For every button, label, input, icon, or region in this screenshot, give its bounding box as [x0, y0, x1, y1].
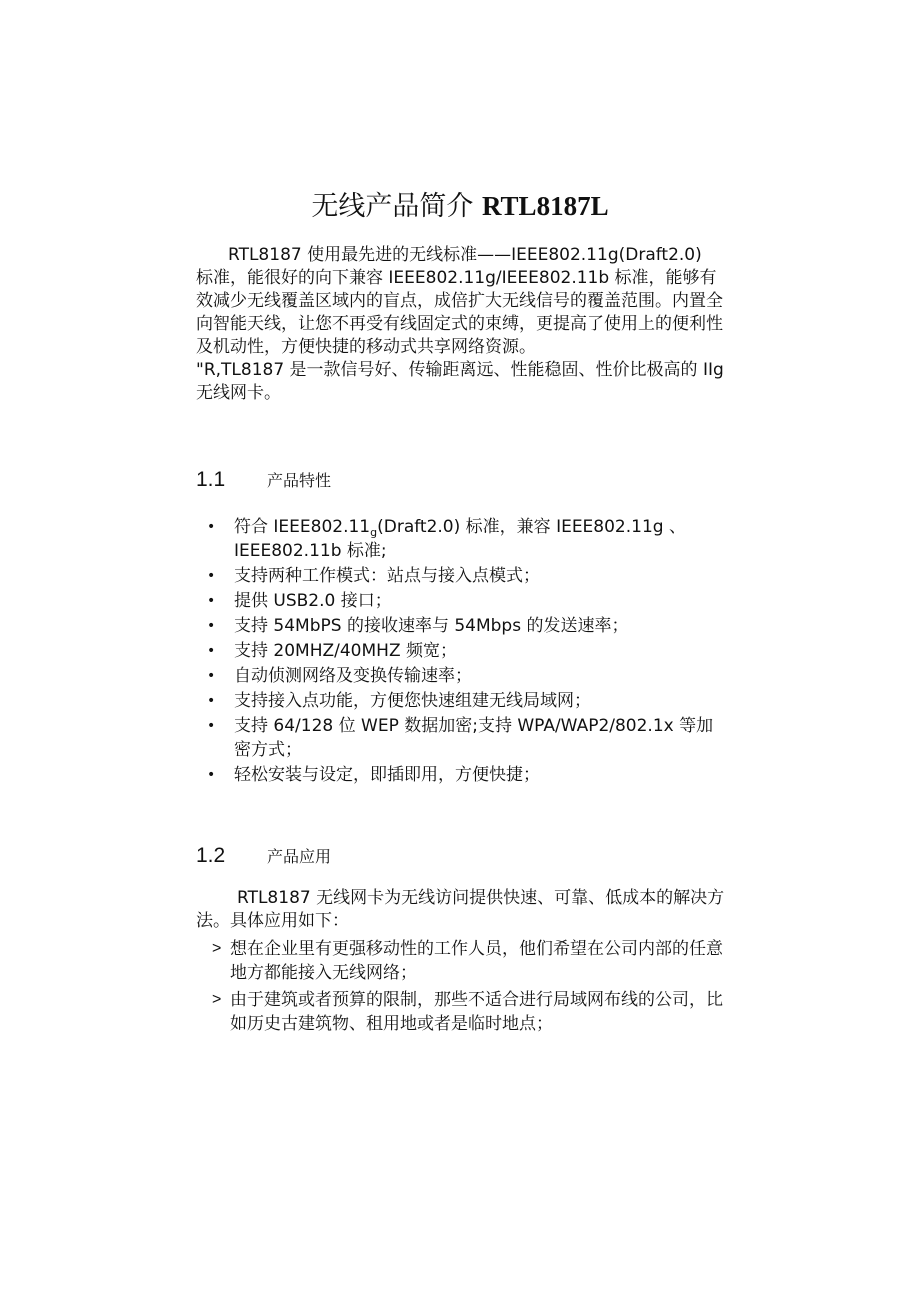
intro-line: RTL8187 使用最先进的无线标准——IEEE802.11g(Draft2.0): [228, 245, 702, 265]
case-text: 由于建筑或者预算的限制，那些不适合进行局域网布线的公司，比: [230, 990, 723, 1010]
feature-text: 自动侦测网络及变换传输速率；: [234, 666, 472, 686]
feature-text: 支持 64/128 位 WEP 数据加密;支持 WPA/WAP2/802.1x 等加: [234, 716, 714, 736]
list-item: [196, 937, 736, 985]
feature-text: IEEE802.11b 标准;: [234, 541, 387, 561]
feature-subscript: g: [370, 526, 378, 539]
list-item: [200, 589, 735, 613]
bullet-icon: •: [207, 693, 216, 709]
arrow-icon: >: [212, 991, 222, 1008]
bullet-icon: •: [207, 668, 216, 684]
list-item: [200, 564, 735, 588]
bullet-icon: •: [207, 593, 216, 609]
intro-line: 标准，能很好的向下兼容 IEEE802.11g/IEEE802.11b 标准，能够有: [196, 268, 717, 288]
feature-text: 支持 20MHZ/40MHZ 频宽；: [234, 641, 457, 661]
feature-text: 支持两种工作模式：站点与接入点模式；: [234, 566, 540, 586]
intro-line: 无线网卡。: [196, 383, 281, 403]
intro-line: 效减少无线覆盖区域内的盲点，成倍扩大无线信号的覆盖范围。内置全: [196, 291, 723, 311]
section-number: 1.2: [196, 844, 226, 867]
intro-line: 及机动性，方便快捷的移动式共享网络资源。: [196, 337, 536, 357]
feature-text: 提供 USB2.0 接口；: [234, 591, 392, 611]
intro-paragraph: [196, 244, 731, 405]
case-text: 如历史古建筑物、租用地或者是临时地点；: [230, 1014, 553, 1034]
intro-line: "R,TL8187 是一款信号好、传输距离远、性能稳固、性价比极高的 IIg: [196, 360, 724, 380]
feature-text: 密方式；: [234, 740, 302, 760]
application-case-list: [196, 937, 736, 1039]
bullet-icon: •: [207, 618, 216, 634]
list-item: [200, 639, 735, 663]
bullet-icon: •: [207, 568, 216, 584]
intro-line: 向智能天线，让您不再受有线固定式的束缚，更提高了使用上的便利性: [196, 314, 723, 334]
section-title: 产品特性: [267, 471, 332, 490]
section-number: 1.1: [196, 468, 226, 491]
feature-text: 轻松安装与设定，即插即用，方便快捷；: [234, 765, 540, 785]
list-item: [196, 988, 736, 1036]
bullet-icon: •: [207, 718, 216, 734]
case-text: 想在企业里有更强移动性的工作人员，他们希望在公司内部的任意: [230, 939, 723, 959]
document-title: [0, 186, 920, 227]
bullet-icon: •: [207, 767, 216, 783]
case-text: 地方都能接入无线网络；: [230, 963, 417, 983]
feature-list: [200, 515, 735, 788]
section-title: 产品应用: [267, 847, 332, 866]
application-intro: [196, 887, 731, 933]
list-item: [200, 515, 735, 563]
title-chinese: 无线产品简介: [311, 191, 474, 222]
feature-text: (Draft2.0) 标准，兼容 IEEE802.11g 、: [377, 517, 686, 537]
feature-text: 符合 IEEE802.11: [234, 517, 371, 537]
list-item: [200, 689, 735, 713]
application-intro-line: 法。具体应用如下：: [196, 911, 349, 931]
list-item: [200, 714, 735, 762]
arrow-icon: >: [212, 940, 222, 957]
title-model: RTL8187L: [482, 191, 609, 221]
feature-text: 支持 54MbPS 的接收速率与 54Mbps 的发送速率；: [234, 616, 629, 636]
list-item: [200, 614, 735, 638]
application-intro-line: RTL8187 无线网卡为无线访问提供快速、可靠、低成本的解决方: [237, 888, 725, 908]
list-item: [200, 664, 735, 688]
bullet-icon: •: [207, 643, 216, 659]
feature-text: 支持接入点功能，方便您快速组建无线局域网；: [234, 691, 591, 711]
bullet-icon: •: [207, 519, 216, 535]
list-item: [200, 763, 735, 787]
